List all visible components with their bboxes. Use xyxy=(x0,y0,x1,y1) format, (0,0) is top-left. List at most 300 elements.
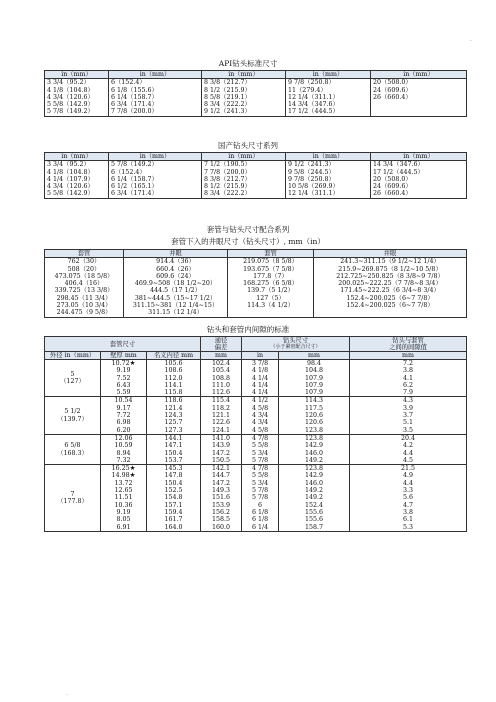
id-header: 名义内径 mm xyxy=(147,352,201,360)
group-od-cell xyxy=(45,360,101,397)
table-cell: 10.59 xyxy=(114,442,133,450)
casing-column xyxy=(45,258,124,317)
table-cell: 117.5 xyxy=(305,404,324,412)
casing-group-row xyxy=(45,360,467,397)
table-cell: 24（609.6） xyxy=(373,183,412,191)
table-cell: 20（508.0） xyxy=(373,79,412,87)
table-cell: 4 5/8 xyxy=(251,426,269,434)
table-cell: 8 3/8（212.7） xyxy=(204,79,251,87)
table-cell: 144.7 xyxy=(212,472,231,480)
table-cell: 4 3/4 xyxy=(251,412,269,420)
table-cell: 3 3/4（95.2） xyxy=(47,161,90,169)
table-cell: 4.5 xyxy=(403,456,414,464)
group-od-cell xyxy=(45,465,101,532)
table-cell: 149.2 xyxy=(305,456,324,464)
table-cell: 159.4 xyxy=(164,508,183,516)
table-cell: 3.5 xyxy=(403,426,414,434)
table-cell: 3 7/8 xyxy=(251,360,269,367)
table-cell: 6 1/4 xyxy=(251,523,269,531)
od-header: 外径 in（mm） xyxy=(45,352,101,360)
table-cell: 4 7/8 xyxy=(251,465,269,473)
table-cell: 141.0 xyxy=(212,434,231,442)
table-cell: 152.4~200.025（6~7 7/8） xyxy=(346,294,434,302)
table-cell: 4 7/8 xyxy=(251,434,269,442)
casing-header-row xyxy=(45,250,467,258)
table-cell: 6 xyxy=(258,501,263,509)
table-cell: 4.3 xyxy=(403,397,414,405)
table-cell: 98.4 xyxy=(307,360,322,367)
table-cell: 6（152.4） xyxy=(111,168,146,176)
table-cell: 147.2 xyxy=(212,449,231,457)
domestic-header-row xyxy=(45,153,467,161)
domestic-bit-table xyxy=(44,152,467,199)
table-cell: 6（152.4） xyxy=(111,79,146,87)
top-corner-mark: . xyxy=(470,36,472,43)
table-cell: 7 7/8（200.0） xyxy=(111,108,158,116)
group-wall-cell xyxy=(101,465,147,532)
table-cell: 6.98 xyxy=(116,419,131,427)
table-cell: 5 5/8（142.9） xyxy=(47,101,94,109)
group-wall-cell xyxy=(101,397,147,434)
group-id-cell xyxy=(147,465,201,532)
table-cell: 8 5/8（219.1） xyxy=(204,93,251,101)
table-cell: 5 7/8 xyxy=(251,487,269,495)
casing-bit-title: 套管与钻头尺寸配合系列 xyxy=(206,225,290,234)
table-cell: 122.6 xyxy=(212,419,231,427)
table-cell: 6.2 xyxy=(403,381,414,389)
table-cell: 9.19 xyxy=(116,367,131,375)
table-cell: 171.45~222.25（6 3/4~8 3/4） xyxy=(340,287,440,295)
casing-column xyxy=(228,258,314,317)
table-cell: 114.3 xyxy=(305,397,324,405)
table-cell: 212.725~250.825（8 3/8~9 7/8） xyxy=(336,272,444,280)
table-cell: 7.32 xyxy=(116,456,131,464)
table-cell: 4.2 xyxy=(403,442,414,450)
clearance-header-row-1 xyxy=(45,337,467,352)
table-cell: 7 1/2（190.5） xyxy=(204,161,251,169)
drift-header-line: 偏差 xyxy=(214,344,228,351)
table-cell: 8 1/2（215.9） xyxy=(204,183,251,191)
table-cell: 155.6 xyxy=(305,508,324,516)
table-cell: 5 7/8（149.2） xyxy=(111,161,158,169)
table-cell: 150.5 xyxy=(212,456,231,464)
table-cell: 127.3 xyxy=(164,426,183,434)
table-cell: 6.1 xyxy=(403,516,414,524)
table-cell: 118.6 xyxy=(164,397,183,405)
table-cell: 105.6 xyxy=(164,360,183,367)
hole-column xyxy=(124,258,228,317)
table-cell: 9.17 xyxy=(116,404,131,412)
table-cell: 142.9 xyxy=(305,472,324,480)
table-cell: 120.6 xyxy=(305,419,324,427)
table-cell xyxy=(230,309,311,316)
table-cell: 7.72 xyxy=(116,412,131,420)
table-cell: 114.3（4 1/2） xyxy=(247,302,294,310)
table-cell: （168.3） xyxy=(57,449,88,457)
table-cell: 120.6 xyxy=(305,412,324,420)
table-cell: 6 1/2（165.1） xyxy=(111,183,158,191)
table-cell: 5.59 xyxy=(116,389,131,397)
table-cell: 219.075（8 5/8） xyxy=(243,258,298,266)
table-cell: 124.1 xyxy=(212,426,231,434)
table-cell: 10.54 xyxy=(114,397,133,405)
clearance-header-row-2 xyxy=(45,352,467,360)
api-header-cell: in（mm） xyxy=(286,71,371,79)
table-cell: 14 3/4（347.6） xyxy=(373,161,424,169)
table-cell: 111.0 xyxy=(212,381,231,389)
bit-size-header-line: 钻头尺寸 xyxy=(282,337,309,344)
table-cell: 7.52 xyxy=(116,374,131,382)
table-cell: 444.5（17 1/2） xyxy=(150,287,201,295)
table-cell: 3.8 xyxy=(403,508,414,516)
drift-header xyxy=(201,337,242,352)
table-cell: 160.0 xyxy=(212,523,231,531)
table-cell: 177.8（7） xyxy=(253,272,288,280)
api-body-row xyxy=(45,79,467,116)
table-cell: 156.2 xyxy=(212,508,231,516)
table-cell: 6 1/4（158.7） xyxy=(111,175,158,183)
table-cell: 4 1/4 xyxy=(251,374,269,382)
table-cell: 8 1/2（215.9） xyxy=(204,86,251,94)
table-cell: 20.4 xyxy=(401,434,416,442)
table-cell: 273.05（10 3/4） xyxy=(56,302,112,310)
casing-bit-subtitle: 套管下入的井眼尺寸（钻头尺寸）, mm（in） xyxy=(171,237,325,246)
table-cell: 12 1/4（311.1） xyxy=(288,93,339,101)
casing-header-cell: 套管 xyxy=(45,250,124,258)
table-cell: 6.43 xyxy=(116,381,131,389)
table-cell: 115.4 xyxy=(212,397,231,405)
table-cell: 6 5/8 xyxy=(64,442,81,450)
clearance-table xyxy=(44,336,467,532)
table-cell: 381~444.5（15~17 1/2） xyxy=(134,294,217,302)
group-bit-mm-cell xyxy=(279,360,350,397)
table-cell: 6.91 xyxy=(116,523,131,531)
table-cell: 660.4（26） xyxy=(156,265,195,273)
table-cell: 143.9 xyxy=(212,442,231,450)
clearance-body xyxy=(45,360,467,532)
table-cell: 6 3/4（171.4） xyxy=(111,190,158,198)
domestic-column xyxy=(202,161,286,198)
api-column xyxy=(286,79,371,116)
table-cell: 200.025~222.25（7 7/8~8 3/4） xyxy=(338,280,442,288)
table-cell: 8.05 xyxy=(116,516,131,524)
domestic-header-cell: in（mm） xyxy=(202,153,286,161)
domestic-header-cell: in（mm） xyxy=(286,153,371,161)
table-cell: 298.45（11 3/4） xyxy=(56,294,112,302)
table-cell: 4 1/4 xyxy=(251,381,269,389)
table-cell: 10.36 xyxy=(114,501,133,509)
table-cell: 13.72 xyxy=(114,479,133,487)
table-cell: 4 5/8 xyxy=(251,404,269,412)
table-cell: 5 5/8（142.9） xyxy=(47,190,94,198)
gap-unit-header: mm xyxy=(350,352,467,360)
table-cell: 311.15~381（12 1/4~15） xyxy=(132,302,219,310)
table-cell: 3.9 xyxy=(403,404,414,412)
table-cell: 5.3 xyxy=(403,523,414,531)
table-cell: 146.0 xyxy=(305,449,324,457)
group-drift-cell xyxy=(201,434,242,464)
api-column xyxy=(202,79,286,116)
table-cell: 5 7/8 xyxy=(251,494,269,502)
group-od-cell xyxy=(45,434,101,464)
drift-header-line: 通径 xyxy=(214,337,228,344)
table-cell: 8 3/8（212.7） xyxy=(204,175,251,183)
table-cell: 123.8 xyxy=(305,426,324,434)
table-cell: 115.8 xyxy=(164,389,183,397)
table-cell: 108.6 xyxy=(164,367,183,375)
table-cell: 6 1/4（158.7） xyxy=(111,93,158,101)
table-cell: 215.9~269.875（8 1/2~10 5/8） xyxy=(338,265,442,273)
table-cell: 157.1 xyxy=(164,501,183,509)
table-cell: 5 5/8 xyxy=(251,472,269,480)
table-cell: 112.0 xyxy=(164,374,183,382)
table-cell: 3.3 xyxy=(403,487,414,495)
table-cell: 147.8 xyxy=(164,472,183,480)
table-cell: 311.15（12 1/4） xyxy=(148,309,203,317)
table-cell: 17 1/2（444.5） xyxy=(373,168,424,176)
table-cell: 152.5 xyxy=(164,487,183,495)
table-cell: 609.6（24） xyxy=(156,272,195,280)
table-cell: 127（5） xyxy=(256,294,285,302)
clearance-title: 钻头和套管内间隙的标准 xyxy=(206,325,290,334)
table-cell: 5 5/8 xyxy=(251,442,269,450)
bit-mm-header: mm xyxy=(279,352,350,360)
casing-group-row xyxy=(45,465,467,532)
group-gap-cell xyxy=(350,360,467,397)
domestic-header-cell: in（mm） xyxy=(371,153,467,161)
table-cell: 125.7 xyxy=(164,419,183,427)
table-cell: 5 7/8（149.2） xyxy=(47,108,94,116)
table-cell: 26（660.4） xyxy=(373,190,412,198)
table-cell: 5.6 xyxy=(403,494,414,502)
table-cell: 9.19 xyxy=(116,508,131,516)
table-cell: 3.7 xyxy=(403,412,414,420)
domestic-header-cell: in（mm） xyxy=(109,153,202,161)
table-cell: 152.4~200.025（6~7 7/8） xyxy=(346,302,434,310)
table-cell: 158.5 xyxy=(212,516,231,524)
group-id-cell xyxy=(147,397,201,434)
group-wall-cell xyxy=(101,360,147,397)
table-cell: 142.9 xyxy=(305,442,324,450)
group-bit-mm-cell xyxy=(279,465,350,532)
table-cell: 112.6 xyxy=(212,389,231,397)
api-column xyxy=(371,79,467,116)
table-cell: 12.06 xyxy=(114,434,133,442)
api-header-cell: in（mm） xyxy=(109,71,202,79)
table-cell: 9 7/8（250.8） xyxy=(288,175,335,183)
table-cell: （127） xyxy=(60,378,85,386)
group-drift-cell xyxy=(201,465,242,532)
group-drift-cell xyxy=(201,360,242,397)
table-cell: 145.3 xyxy=(164,465,183,473)
table-cell: 147.1 xyxy=(164,442,183,450)
table-cell: 139.7（5 1/2） xyxy=(247,287,294,295)
domestic-column xyxy=(45,161,109,198)
table-cell: 24（609.6） xyxy=(373,86,412,94)
table-cell: 4 1/8 xyxy=(251,367,269,375)
table-cell: 7 7/8（200.0） xyxy=(204,168,251,176)
table-cell: 123.8 xyxy=(305,465,324,473)
group-bit-in-cell xyxy=(242,465,279,532)
table-cell: 3.8 xyxy=(403,367,414,375)
gap-header-line: 钻头与套管 xyxy=(392,337,424,344)
casing-header-cell: 井眼 xyxy=(124,250,228,258)
table-cell: 4 1/4 xyxy=(251,389,269,397)
hole-column xyxy=(314,258,467,317)
table-cell: 146.0 xyxy=(305,479,324,487)
domestic-column xyxy=(371,161,467,198)
group-id-cell xyxy=(147,360,201,397)
domestic-header-cell: in（mm） xyxy=(45,153,109,161)
table-cell: 8 3/4（222.2） xyxy=(204,190,251,198)
table-cell: 508（20） xyxy=(67,265,101,273)
table-cell: 406.4（16） xyxy=(64,280,104,288)
table-cell: 155.6 xyxy=(305,516,324,524)
table-cell: 164.0 xyxy=(164,523,183,531)
table-cell: 4.9 xyxy=(403,472,414,480)
gap-header xyxy=(350,337,467,352)
table-cell: 124.3 xyxy=(164,412,183,420)
table-cell: 14.98★ xyxy=(111,472,136,480)
drift-unit-header: mm xyxy=(201,352,242,360)
table-cell: 4 1/4（107.9） xyxy=(47,175,94,183)
table-cell: 150.4 xyxy=(164,479,183,487)
table-cell: 142.1 xyxy=(212,465,231,473)
table-cell: 14 3/4（347.6） xyxy=(288,101,339,109)
table-cell: 26（660.4） xyxy=(373,93,412,101)
table-cell: 158.7 xyxy=(305,523,324,531)
domestic-body-row xyxy=(45,161,467,198)
api-header-cell: in（mm） xyxy=(202,71,286,79)
table-cell: 107.9 xyxy=(305,389,324,397)
table-cell xyxy=(373,108,464,115)
table-cell: 144.1 xyxy=(164,434,183,442)
casing-size-header: 套管尺寸 xyxy=(45,337,201,352)
table-cell: 151.6 xyxy=(212,494,231,502)
table-cell: 9 7/8（250.8） xyxy=(288,79,335,87)
group-bit-in-cell xyxy=(242,434,279,464)
table-cell: 4 3/4（120.6） xyxy=(47,93,94,101)
domestic-column xyxy=(109,161,202,198)
table-cell: 339.725（13 3/8） xyxy=(54,287,114,295)
table-cell: 10.72★ xyxy=(111,360,136,367)
table-cell: 8.94 xyxy=(116,449,131,457)
table-cell: 5.1 xyxy=(403,419,414,427)
table-cell: 4.7 xyxy=(403,501,414,509)
group-gap-cell xyxy=(350,434,467,464)
table-cell: 4 1/2 xyxy=(251,397,269,405)
group-bit-mm-cell xyxy=(279,397,350,434)
table-cell: 9 5/8（244.5） xyxy=(288,168,335,176)
table-cell: 153.9 xyxy=(212,501,231,509)
table-cell: 105.4 xyxy=(212,367,231,375)
table-cell: 914.4（36） xyxy=(156,258,195,266)
casing-header-cell: 套管 xyxy=(228,250,314,258)
table-cell: 10 5/8（269.9） xyxy=(288,183,339,191)
casing-body-row xyxy=(45,258,467,317)
table-cell: 4 1/8（104.8） xyxy=(47,86,94,94)
group-bit-in-cell xyxy=(242,360,279,397)
group-id-cell xyxy=(147,434,201,464)
group-gap-cell xyxy=(350,397,467,434)
table-cell: 8 3/4（222.2） xyxy=(204,101,251,109)
table-cell: 149.2 xyxy=(305,494,324,502)
table-cell: 6 1/8（155.6） xyxy=(111,86,158,94)
table-cell: 20（508.0） xyxy=(373,175,412,183)
table-cell: 154.8 xyxy=(164,494,183,502)
table-cell: 6 1/8 xyxy=(251,508,269,516)
api-column xyxy=(109,79,202,116)
table-cell: 5 3/4 xyxy=(251,479,269,487)
table-cell: 9 1/2（241.3） xyxy=(288,161,335,169)
group-od-cell xyxy=(45,397,101,434)
table-cell: 7.2 xyxy=(403,360,414,367)
table-cell: 5 7/8 xyxy=(251,456,269,464)
table-cell: 107.9 xyxy=(305,374,324,382)
table-cell: 12.65 xyxy=(114,487,133,495)
table-cell: 7.9 xyxy=(403,389,414,397)
table-cell: 168.275（6 5/8） xyxy=(243,280,298,288)
table-cell: 469.9~508（18 1/2~20） xyxy=(134,280,217,288)
gap-header-line: 之间的间隙值 xyxy=(389,344,427,351)
domestic-bit-title: 国产钻头尺寸系列 xyxy=(218,141,278,150)
table-cell: 104.8 xyxy=(305,367,324,375)
casing-group-row xyxy=(45,434,467,464)
table-cell: 114.1 xyxy=(164,381,183,389)
table-cell xyxy=(373,101,464,108)
table-cell: 149.3 xyxy=(212,487,231,495)
table-cell: 4.1 xyxy=(403,374,414,382)
bit-in-header: in xyxy=(242,352,279,360)
api-header-cell: in（mm） xyxy=(371,71,467,79)
table-cell: 4 3/4 xyxy=(251,419,269,427)
group-gap-cell xyxy=(350,465,467,532)
table-cell: 150.4 xyxy=(164,449,183,457)
api-header-row xyxy=(45,71,467,79)
table-cell: 7 xyxy=(70,490,75,498)
table-cell: 153.7 xyxy=(164,456,183,464)
wall-header: 壁厚 mm xyxy=(101,352,147,360)
table-cell: 121.1 xyxy=(212,412,231,420)
table-cell: 11.51 xyxy=(114,494,133,502)
table-cell: 4.4 xyxy=(403,449,414,457)
table-cell xyxy=(316,309,464,316)
table-cell: 6 1/8 xyxy=(251,516,269,524)
table-cell: 4.4 xyxy=(403,479,414,487)
group-bit-in-cell xyxy=(242,397,279,434)
table-cell: 123.8 xyxy=(305,434,324,442)
table-cell: 17 1/2（444.5） xyxy=(288,108,339,116)
bit-size-note: （小于紧密配合尺寸） xyxy=(270,344,321,350)
api-bit-title: API钻头标准尺寸 xyxy=(218,59,278,68)
table-cell: 762（30） xyxy=(67,258,101,266)
table-cell: 5 1/2 xyxy=(64,408,81,416)
table-cell: 5 3/4 xyxy=(251,449,269,457)
table-cell: 102.4 xyxy=(212,360,231,367)
api-bit-table xyxy=(44,70,467,117)
casing-header-cell: 井眼 xyxy=(314,250,467,258)
bottom-corner-mark: . xyxy=(66,690,68,697)
table-cell: 21.5 xyxy=(401,465,416,473)
table-cell: 108.8 xyxy=(212,374,231,382)
domestic-column xyxy=(286,161,371,198)
table-cell: 107.9 xyxy=(305,381,324,389)
api-column xyxy=(45,79,109,116)
table-cell: 4 3/4（120.6） xyxy=(47,183,94,191)
table-cell: 5 xyxy=(70,370,75,378)
table-cell: 4 1/8（104.8） xyxy=(47,168,94,176)
table-cell: 118.2 xyxy=(212,404,231,412)
